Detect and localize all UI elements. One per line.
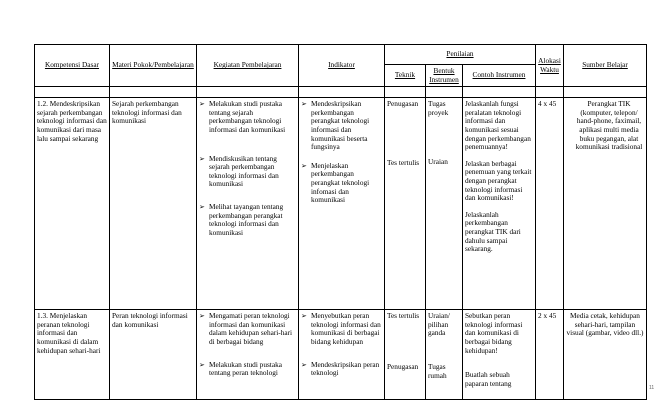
bentuk-cell (426, 98, 463, 310)
contoh-value: Sebutkan peran teknologi informasi dan komunikasi di berbagai bidang kehidupan! (465, 311, 523, 355)
bentuk-value: Uraian (428, 157, 448, 167)
syllabus-page (34, 44, 646, 388)
materi-cell: Sejarah perkembangan teknologi informasi dan komunikasi (110, 98, 197, 310)
bentuk-cell (426, 310, 463, 400)
teknik-value: Penugasan (387, 361, 419, 371)
alokasi-cell: 4 x 45 (536, 98, 564, 310)
list-item: ➢ Mendiskusikan tentang sejarah perkembangan teknologi informasi dan komunikasi (199, 155, 296, 189)
table-row (35, 310, 647, 400)
list-item: ➢ Mendeskripsikan perkembangan perangkat teknologi informasi dan komunikasi beserta fungsinya (301, 100, 382, 152)
header-indikator: Indikator (299, 45, 385, 87)
sumber-cell: Perangkat TIK (komputer, telepon/ hand-phone, faximail, aplikasi multi media buku pegangan, alat komunikasi tradisional (564, 98, 647, 310)
teknik-value: Tes tertulis (387, 157, 420, 167)
table-row (35, 98, 647, 310)
materi-cell: Peran teknologi informasi dan komunikasi (110, 310, 197, 400)
list-item: ➢ Mengamati peran teknologi informasi dan komunikasi dalam kehidupan sehari-hari di berbagai bidang (199, 312, 296, 346)
header-teknik: Teknik (385, 65, 426, 87)
contoh-cell (463, 98, 536, 310)
teknik-value: Tes tertulis (387, 311, 420, 321)
contoh-value: Jelaskanlah fungsi peralatan teknologi informasi dan komunikasi sesuai dengan perkembangan penemuannya! (465, 99, 531, 152)
list-item: ➢ Menjelaskan perkembangan perangkat teknologi infomasi dan komunikasi (301, 162, 382, 205)
page-number: 11 (649, 385, 655, 391)
header-materi: Materi Pokok/Pembelajaran (110, 45, 197, 87)
list-item: ➢ Mendeskripsikan peran teknologi (301, 361, 382, 378)
teknik-value: Penugasan (387, 99, 419, 109)
header-contoh: Contoh Instrumen (463, 65, 536, 87)
header-sumber: Sumber Belajar (564, 45, 647, 87)
bentuk-value: Tugas proyek (428, 99, 449, 117)
teknik-cell (385, 310, 426, 400)
contoh-cell (463, 310, 536, 400)
kegiatan-cell (197, 310, 299, 400)
bentuk-value: Uraian/ pilihan ganda (428, 311, 450, 338)
list-item: ➢ Melihat tayangan tentang perkembangan perangkat teknologi informasi dan komunikasi (199, 203, 296, 237)
kompetensi-cell: 1.3. Menjelaskan peranan teknologi informasi dan komunikasi di dalam kehidupan sehari-hari (35, 310, 110, 400)
bentuk-value: Tugas rumah (428, 361, 447, 380)
list-item: ➢ Melakukan studi pustaka tentang sejarah perkembangan teknologi informasi dan komunikasi (199, 100, 296, 134)
syllabus-table (34, 44, 647, 400)
header-kegiatan: Kegiatan Pembelajaran (197, 45, 299, 87)
indikator-cell (299, 98, 385, 310)
kegiatan-cell (197, 98, 299, 310)
header-alokasi: Alokasi Waktu (536, 45, 564, 87)
indikator-cell (299, 310, 385, 400)
list-item: ➢ Melakukan studi pustaka tentang peran teknologi (199, 361, 296, 378)
header-kompetensi: Kompetensi Dasar (35, 45, 110, 87)
alokasi-cell: 2 x 45 (536, 310, 564, 400)
contoh-value: Jelaskanlah perkembangan perangkat TIK dari dahulu sampai sekarang. (465, 209, 521, 254)
sumber-cell: Media cetak, kehidupan sehari-hari, tampilan visual (gambar, video dll.) (564, 310, 647, 400)
header-bentuk: Bentuk Instrumen (426, 65, 463, 87)
kompetensi-cell: 1.2. Mendeskripsikan sejarah perkembangan teknologi informasi dan komunikasi dari masa lalu sampai sekarang (35, 98, 110, 310)
contoh-value: Buatlah sebuah paparan tentang (465, 370, 512, 388)
teknik-cell (385, 98, 426, 310)
list-item: ➢ Menyebutkan peran teknologi informasi dan komunikasi di berbagai bidang kehidupan (301, 312, 382, 346)
contoh-value: Jelaskan berbagai penemuan yang terkait dengan perangkat teknologi informasi dan komunikasi! (465, 158, 532, 203)
header-penilaian: Penilaian (385, 45, 536, 65)
